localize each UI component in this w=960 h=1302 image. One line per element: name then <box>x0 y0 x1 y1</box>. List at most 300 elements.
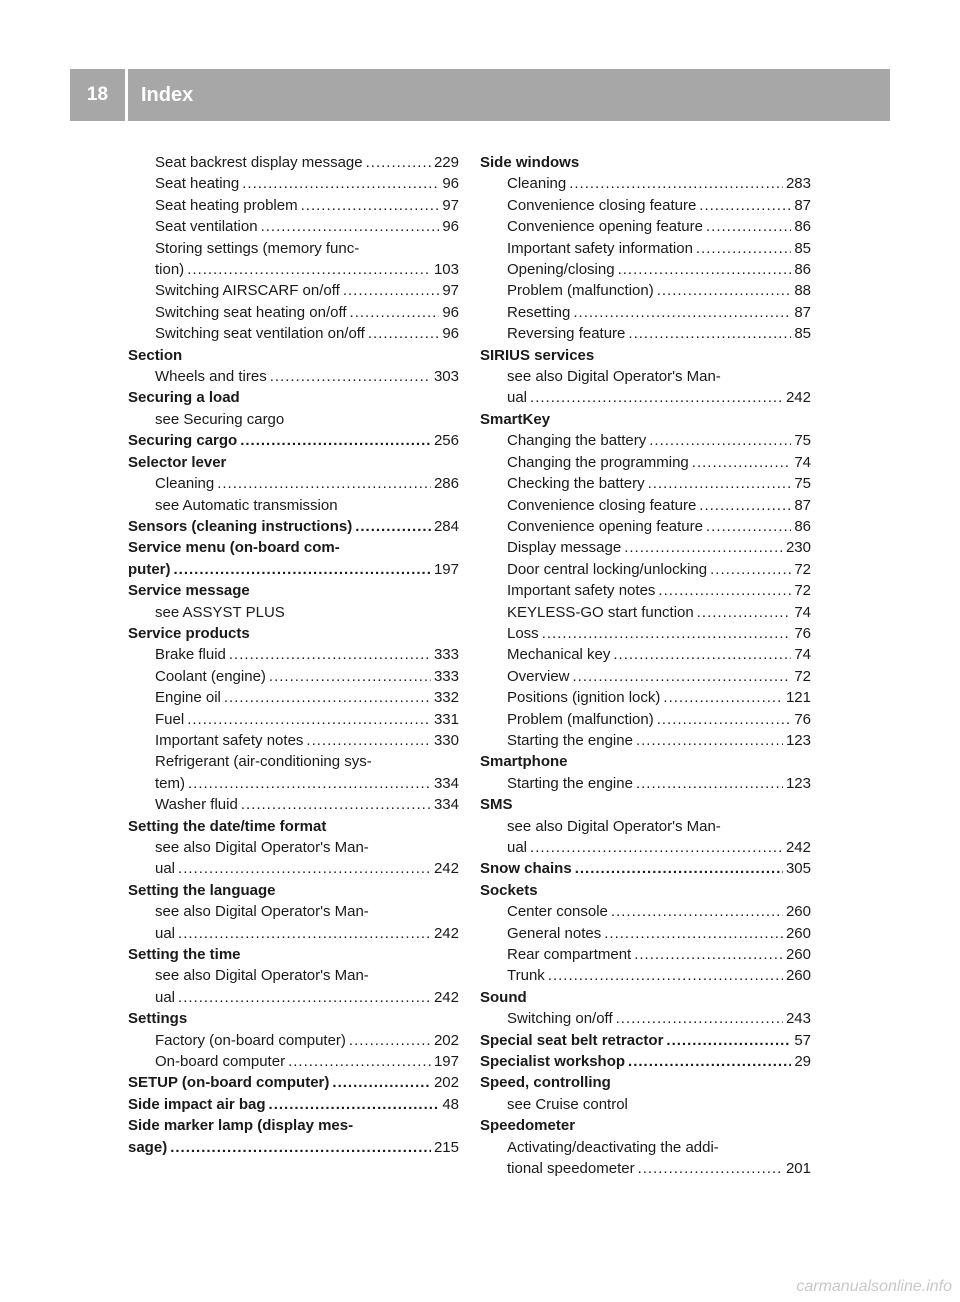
entry-label: Setting the time <box>128 946 241 964</box>
entry-label: Important safety notes <box>507 582 656 600</box>
leader-dots <box>229 644 431 665</box>
leader-dots <box>573 302 791 323</box>
page-ref-link[interactable]: 29 <box>794 1053 811 1071</box>
index-heading <box>480 152 811 173</box>
entry-label: Important safety information <box>507 239 693 257</box>
index-subentry <box>480 1137 811 1158</box>
index-subentry <box>128 302 459 323</box>
leader-dots <box>706 516 791 537</box>
index-subentry <box>480 559 811 580</box>
index-heading <box>480 1115 811 1136</box>
page-ref-link[interactable]: 96 <box>442 175 459 193</box>
entry-label: Switching seat ventilation on/off <box>155 325 365 343</box>
entry-label: Sensors (cleaning instructions) <box>128 517 353 535</box>
index-heading <box>480 1072 811 1093</box>
leader-dots <box>638 1158 783 1179</box>
entry-label: Side impact air bag <box>128 1095 266 1113</box>
entry-label: see ASSYST PLUS <box>155 603 285 621</box>
index-subentry <box>480 387 811 408</box>
leader-dots <box>573 666 792 687</box>
index-subentry <box>128 473 459 494</box>
index-heading <box>128 1115 459 1136</box>
leader-dots <box>710 559 791 580</box>
entry-label: Refrigerant (air-conditioning sys- <box>155 753 372 771</box>
index-heading <box>128 816 459 837</box>
entry-label: Trunk <box>507 967 545 985</box>
entry-label: SMS <box>480 796 513 814</box>
page-ref-link[interactable]: 48 <box>442 1095 459 1113</box>
page-ref-link[interactable]: 243 <box>785 1010 811 1028</box>
page-ref-link[interactable]: 202 <box>433 1074 459 1092</box>
leader-dots <box>269 666 431 687</box>
leader-dots <box>648 473 792 494</box>
leader-dots <box>613 644 791 665</box>
index-heading <box>480 1051 811 1072</box>
entry-label: Service message <box>128 582 250 600</box>
entry-label: see also Digital Operator's Man- <box>507 368 721 386</box>
leader-dots <box>666 1030 791 1051</box>
page-ref-link[interactable]: 283 <box>785 175 811 193</box>
entry-label: Important safety notes <box>155 731 304 749</box>
entry-label: Center console <box>507 903 608 921</box>
leader-dots <box>217 473 431 494</box>
index-subentry <box>128 495 459 516</box>
page-ref-link[interactable]: 123 <box>785 731 811 749</box>
index-subentry <box>480 238 811 259</box>
page-ref-link[interactable]: 215 <box>433 1138 459 1156</box>
entry-label: Starting the engine <box>507 774 633 792</box>
entry-label: Activating/deactivating the addi- <box>507 1138 719 1156</box>
index-subentry <box>128 152 459 173</box>
entry-label: SIRIUS services <box>480 346 595 364</box>
leader-dots <box>542 623 792 644</box>
index-subentry <box>128 965 459 986</box>
page-ref-link[interactable]: 72 <box>794 582 811 600</box>
index-subentry <box>480 687 811 708</box>
leader-dots <box>178 923 431 944</box>
page-ref-link[interactable]: 75 <box>794 475 811 493</box>
entry-label: Speedometer <box>480 1117 576 1135</box>
index-subentry <box>480 709 811 730</box>
index-subentry <box>128 666 459 687</box>
leader-dots <box>242 173 439 194</box>
index-subentry <box>128 901 459 922</box>
index-subentry <box>480 302 811 323</box>
leader-dots <box>355 516 431 537</box>
page-ref-link[interactable]: 260 <box>785 924 811 942</box>
index-subentry <box>128 216 459 237</box>
entry-label: Storing settings (memory func- <box>155 239 360 257</box>
entry-label: puter) <box>128 560 171 578</box>
page-ref-link[interactable]: 201 <box>785 1160 811 1178</box>
entry-label: Washer fluid <box>155 796 238 814</box>
entry-label: On-board computer <box>155 1053 286 1071</box>
entry-label: Problem (malfunction) <box>507 282 654 300</box>
leader-dots <box>366 152 431 173</box>
page-number: 18 <box>86 84 109 105</box>
index-subentry <box>480 580 811 601</box>
page-ref-link[interactable]: 123 <box>785 774 811 792</box>
index-subentry <box>480 965 811 986</box>
index-subentry <box>480 837 811 858</box>
index-heading <box>480 880 811 901</box>
leader-dots <box>288 1051 431 1072</box>
page-ref-link[interactable]: 197 <box>433 1053 459 1071</box>
leader-dots <box>530 387 783 408</box>
index-subentry <box>480 280 811 301</box>
leader-dots <box>628 1051 791 1072</box>
entry-label: Setting the date/time format <box>128 817 327 835</box>
index-subentry <box>128 602 459 623</box>
page-ref-link[interactable]: 76 <box>794 624 811 642</box>
page-ref-link[interactable]: 242 <box>785 389 811 407</box>
index-subentry <box>128 238 459 259</box>
index-column-left <box>128 152 459 1158</box>
leader-dots <box>697 602 792 623</box>
page-ref-link[interactable]: 103 <box>433 261 459 279</box>
entry-label: Section <box>128 346 183 364</box>
page-ref-link[interactable]: 197 <box>433 560 459 578</box>
entry-label: SETUP (on-board computer) <box>128 1074 330 1092</box>
index-subentry <box>480 430 811 451</box>
entry-label: Cleaning <box>507 175 567 193</box>
entry-label: Wheels and tires <box>155 368 267 386</box>
index-heading <box>480 751 811 772</box>
entry-label: Fuel <box>155 710 185 728</box>
index-heading <box>480 1030 811 1051</box>
index-subentry <box>480 602 811 623</box>
page-ref-link[interactable]: 97 <box>442 282 459 300</box>
page-ref-link[interactable]: 229 <box>433 154 459 171</box>
index-heading <box>480 987 811 1008</box>
index-subentry <box>480 1158 811 1179</box>
entry-label: Sockets <box>480 881 538 899</box>
entry-label: see Automatic transmission <box>155 496 338 514</box>
index-heading <box>480 409 811 430</box>
entry-label: Sound <box>480 988 527 1006</box>
leader-dots <box>350 302 440 323</box>
page-ref-link[interactable]: 305 <box>785 860 811 878</box>
section-title: Index <box>141 83 194 106</box>
index-heading <box>128 580 459 601</box>
entry-label: sage) <box>128 1138 168 1156</box>
index-subentry <box>480 1094 811 1115</box>
leader-dots <box>368 323 439 344</box>
page-ref-link[interactable]: 87 <box>794 496 811 514</box>
page-ref-link[interactable]: 260 <box>785 946 811 964</box>
page-ref-link[interactable]: 332 <box>433 689 459 707</box>
leader-dots <box>240 430 431 451</box>
index-subentry <box>128 644 459 665</box>
index-heading <box>128 559 459 580</box>
index-subentry <box>480 623 811 644</box>
entry-label: Settings <box>128 1010 188 1028</box>
index-subentry <box>128 794 459 815</box>
index-heading <box>480 345 811 366</box>
index-heading <box>128 1008 459 1029</box>
page-ref-link[interactable]: 74 <box>794 603 811 621</box>
index-heading <box>128 387 459 408</box>
page-ref-link[interactable]: 86 <box>794 218 811 236</box>
page-ref-link[interactable]: 96 <box>442 303 459 321</box>
index-heading <box>128 944 459 965</box>
index-heading <box>128 516 459 537</box>
page-ref-link[interactable]: 57 <box>794 1031 811 1049</box>
entry-label: Resetting <box>507 303 571 321</box>
index-subentry <box>480 666 811 687</box>
header-divider <box>125 69 128 121</box>
leader-dots <box>270 366 431 387</box>
page-ref-link[interactable]: 85 <box>794 325 811 343</box>
entry-label: ual <box>507 839 528 856</box>
page-ref-link[interactable]: 242 <box>433 860 459 878</box>
page-ref-link[interactable]: 75 <box>794 432 811 450</box>
entry-label: Seat heating problem <box>155 196 298 214</box>
page-ref-link[interactable]: 260 <box>785 967 811 985</box>
leader-dots <box>224 687 431 708</box>
index-subentry <box>128 751 459 772</box>
leader-dots <box>174 559 431 580</box>
leader-dots <box>187 259 431 280</box>
page-ref-link[interactable]: 96 <box>442 218 459 236</box>
leader-dots <box>187 709 431 730</box>
entry-label: Door central locking/unlocking <box>507 560 708 578</box>
index-subentry <box>128 730 459 751</box>
entry-label: see also Digital Operator's Man- <box>155 903 369 921</box>
index-subentry <box>480 773 811 794</box>
entry-label: Securing a load <box>128 389 240 407</box>
entry-label: Engine oil <box>155 689 221 707</box>
index-subentry <box>480 366 811 387</box>
entry-label: tional speedometer <box>507 1160 635 1178</box>
leader-dots <box>696 238 791 259</box>
leader-dots <box>706 216 791 237</box>
leader-dots <box>178 858 431 879</box>
entry-label: Seat backrest display message <box>155 154 363 171</box>
leader-dots <box>548 965 783 986</box>
entry-label: see Cruise control <box>507 1095 628 1113</box>
leader-dots <box>301 195 440 216</box>
leader-dots <box>649 430 791 451</box>
index-heading <box>128 623 459 644</box>
entry-label: Setting the language <box>128 881 276 899</box>
leader-dots <box>628 323 791 344</box>
index-heading <box>128 345 459 366</box>
page-ref-link[interactable]: 260 <box>785 903 811 921</box>
entry-label: Cleaning <box>155 475 215 493</box>
leader-dots <box>575 858 783 879</box>
page-ref-link[interactable]: 74 <box>794 646 811 664</box>
index-subentry <box>480 537 811 558</box>
entry-label: Problem (malfunction) <box>507 710 654 728</box>
index-subentry <box>480 1008 811 1029</box>
page-ref-link[interactable]: 87 <box>794 196 811 214</box>
leader-dots <box>692 452 792 473</box>
leader-dots <box>663 687 783 708</box>
page-ref-link[interactable]: 74 <box>794 453 811 471</box>
entry-label: Selector lever <box>128 453 227 471</box>
entry-label: Speed, controlling <box>480 1074 611 1092</box>
index-subentry <box>480 923 811 944</box>
page-ref-link[interactable]: 87 <box>794 303 811 321</box>
leader-dots <box>657 280 792 301</box>
entry-label: ual <box>155 924 176 942</box>
page-ref-link[interactable]: 121 <box>785 689 811 707</box>
index-subentry <box>480 473 811 494</box>
leader-dots <box>636 730 783 751</box>
entry-label: see Securing cargo <box>155 410 285 428</box>
page-ref-link[interactable]: 334 <box>433 774 459 792</box>
index-subentry <box>480 944 811 965</box>
index-subentry <box>480 516 811 537</box>
index-subentry <box>128 280 459 301</box>
page-ref-link[interactable]: 230 <box>785 539 811 557</box>
page-ref-link[interactable]: 72 <box>794 667 811 685</box>
index-heading <box>128 430 459 451</box>
leader-dots <box>657 709 792 730</box>
leader-dots <box>261 216 440 237</box>
entry-label: Loss <box>507 624 539 642</box>
index-subentry <box>480 173 811 194</box>
entry-label: Overview <box>507 667 570 685</box>
entry-label: ual <box>155 860 176 878</box>
entry-label: Special seat belt retractor <box>480 1031 664 1049</box>
entry-label: ual <box>155 988 176 1006</box>
page-ref-link[interactable]: 88 <box>794 282 811 300</box>
index-subentry <box>128 259 459 280</box>
leader-dots <box>178 987 431 1008</box>
index-heading <box>128 880 459 901</box>
index-subentry <box>128 709 459 730</box>
leader-dots <box>611 901 783 922</box>
entry-label: Switching on/off <box>507 1010 613 1028</box>
leader-dots <box>658 580 791 601</box>
entry-label: Convenience opening feature <box>507 218 703 236</box>
leader-dots <box>343 280 440 301</box>
index-subentry <box>480 730 811 751</box>
entry-label: Brake fluid <box>155 646 226 664</box>
entry-label: General notes <box>507 924 602 942</box>
leader-dots <box>349 1030 431 1051</box>
entry-label: Side windows <box>480 154 580 171</box>
entry-label: Switching seat heating on/off <box>155 303 347 321</box>
entry-label: see also Digital Operator's Man- <box>507 817 721 835</box>
page-ref-link[interactable]: 76 <box>794 710 811 728</box>
page-ref-link[interactable]: 331 <box>433 710 459 728</box>
index-heading <box>480 794 811 815</box>
index-subentry <box>128 923 459 944</box>
page-ref-link[interactable]: 333 <box>433 646 459 664</box>
leader-dots <box>634 944 783 965</box>
leader-dots <box>604 923 783 944</box>
leader-dots <box>699 495 791 516</box>
leader-dots <box>569 173 783 194</box>
entry-label: Switching AIRSCARF on/off <box>155 282 340 300</box>
leader-dots <box>269 1094 440 1115</box>
index-subentry <box>480 901 811 922</box>
entry-label: Display message <box>507 539 622 557</box>
leader-dots <box>241 794 431 815</box>
entry-label: Seat ventilation <box>155 218 258 236</box>
index-heading <box>128 1094 459 1115</box>
index-subentry <box>480 195 811 216</box>
page-ref-link[interactable]: 333 <box>433 667 459 685</box>
leader-dots <box>636 773 783 794</box>
entry-label: KEYLESS-GO start function <box>507 603 694 621</box>
index-heading <box>128 1072 459 1093</box>
entry-label: Smartphone <box>480 753 568 771</box>
index-subentry <box>128 173 459 194</box>
index-subentry <box>128 687 459 708</box>
entry-label: tem) <box>155 774 185 792</box>
entry-label: Reversing feature <box>507 325 626 343</box>
index-subentry <box>480 259 811 280</box>
entry-label: Opening/closing <box>507 261 615 279</box>
page-ref-link[interactable]: 256 <box>433 432 459 450</box>
page-ref-link[interactable]: 242 <box>433 988 459 1006</box>
entry-label: see also Digital Operator's Man- <box>155 839 369 856</box>
entry-label: Changing the battery <box>507 432 647 450</box>
page-ref-link[interactable]: 303 <box>433 368 459 386</box>
index-subentry <box>128 409 459 430</box>
index-heading <box>128 537 459 558</box>
leader-dots <box>618 259 792 280</box>
page-ref-link[interactable]: 330 <box>433 731 459 749</box>
page-ref-link[interactable]: 86 <box>794 261 811 279</box>
entry-label: tion) <box>155 261 185 279</box>
page-ref-link[interactable]: 96 <box>442 325 459 343</box>
entry-label: Seat heating <box>155 175 240 193</box>
page-ref-link[interactable]: 97 <box>442 196 459 214</box>
index-subentry <box>128 987 459 1008</box>
leader-dots <box>332 1072 431 1093</box>
entry-label: Checking the battery <box>507 475 645 493</box>
index-heading <box>128 1137 459 1158</box>
page-ref-link[interactable]: 86 <box>794 517 811 535</box>
entry-label: ual <box>507 389 528 407</box>
index-subentry <box>128 1051 459 1072</box>
entry-label: SmartKey <box>480 410 551 428</box>
watermark: carmanualsonline.info <box>796 1278 952 1295</box>
index-column-right <box>480 152 811 1180</box>
page-ref-link[interactable]: 284 <box>433 517 459 535</box>
index-subentry <box>128 1030 459 1051</box>
index-subentry <box>128 366 459 387</box>
page-ref-link[interactable]: 202 <box>433 1031 459 1049</box>
page-ref-link[interactable]: 242 <box>785 839 811 856</box>
page-ref-link[interactable]: 334 <box>433 796 459 814</box>
entry-label: Convenience closing feature <box>507 496 697 514</box>
page-ref-link[interactable]: 85 <box>794 239 811 257</box>
index-subentry <box>128 195 459 216</box>
leader-dots <box>170 1137 431 1158</box>
page-ref-link[interactable]: 286 <box>433 475 459 493</box>
entry-label: Specialist workshop <box>480 1053 626 1071</box>
index-heading <box>480 858 811 879</box>
leader-dots <box>624 537 783 558</box>
index-subentry <box>480 216 811 237</box>
index-subentry <box>128 858 459 879</box>
entry-label: Securing cargo <box>128 432 238 450</box>
index-subentry <box>480 816 811 837</box>
page-ref-link[interactable]: 242 <box>433 924 459 942</box>
leader-dots <box>616 1008 783 1029</box>
entry-label: Positions (ignition lock) <box>507 689 661 707</box>
entry-label: Rear compartment <box>507 946 632 964</box>
index-subentry <box>128 837 459 858</box>
entry-label: Starting the engine <box>507 731 633 749</box>
page-ref-link[interactable]: 72 <box>794 560 811 578</box>
